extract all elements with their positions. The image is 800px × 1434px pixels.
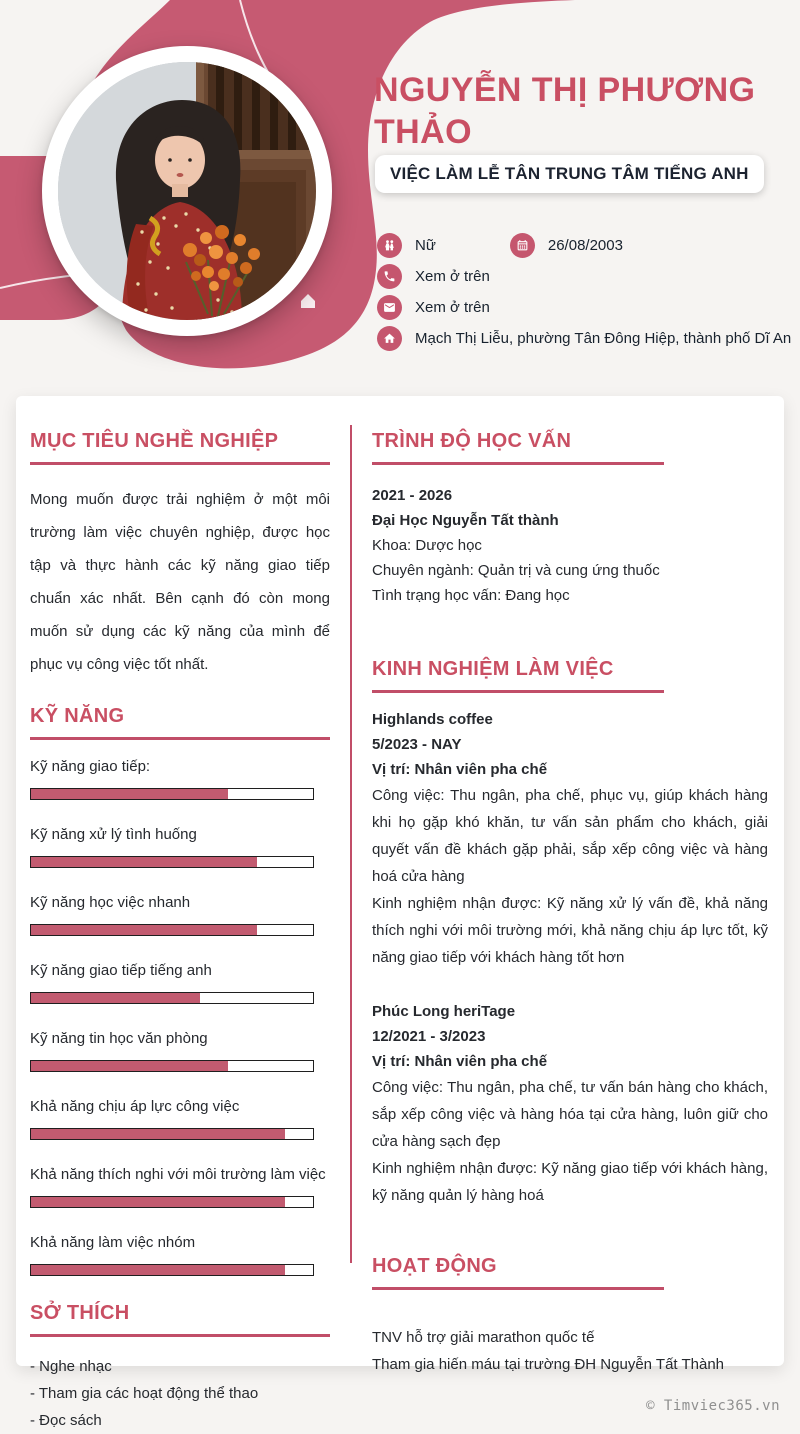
heading-rule xyxy=(372,1287,664,1290)
contact-phone xyxy=(377,264,490,289)
heading-rule xyxy=(30,462,330,465)
skill-label: Kỹ năng xử lý tình huống xyxy=(30,826,197,843)
objective-body: Mong muốn được trải nghiệm ở một môi trường làm việc chuyên nghiệp, được học tập và thực hành các kỹ năng giao tiếp chuẩn xác nhất. Bên cạnh đó còn mong muốn sử dụng các kỹ năng của mình để phục vụ công việc tốt nhất. xyxy=(30,491,330,673)
hobby-item: - Đọc sách xyxy=(30,1412,102,1429)
skill-item xyxy=(30,1166,330,1208)
hobby-item: - Tham gia các hoạt động thể thao xyxy=(30,1385,259,1402)
job-company: Phúc Long heriTage xyxy=(372,1003,516,1020)
skill-bar xyxy=(30,992,314,1004)
skill-bar-fill xyxy=(31,789,228,799)
job-period: 12/2021 - 3/2023 xyxy=(372,1028,486,1045)
skill-label: Kỹ năng giao tiếp tiếng anh xyxy=(30,962,212,979)
skill-bar-fill xyxy=(31,1197,285,1207)
skills-heading: KỸ NĂNG xyxy=(30,705,125,727)
skill-label: Khả năng chịu áp lực công việc xyxy=(30,1098,240,1115)
skill-bar-fill xyxy=(31,925,257,935)
job-entry xyxy=(372,999,768,1209)
skill-bar xyxy=(30,924,314,936)
job-detail: Kinh nghiệm nhận được: Kỹ năng giao tiếp với khách hàng, kỹ năng quản lý hàng hoá xyxy=(372,1160,768,1204)
contact-gender xyxy=(377,233,436,258)
column-divider xyxy=(350,425,352,1263)
section-hobbies xyxy=(30,1302,330,1434)
phone-value: Xem ở trên xyxy=(415,268,490,285)
hobbies-heading: SỞ THÍCH xyxy=(30,1302,130,1324)
section-skills xyxy=(30,705,330,1276)
hobby-item: - Nghe nhạc xyxy=(30,1358,112,1375)
education-line: Tình trạng học vấn: Đang học xyxy=(372,587,570,604)
section-activities xyxy=(372,1255,768,1378)
section-objective xyxy=(30,430,330,681)
skill-bar xyxy=(30,1196,314,1208)
candidate-name: NGUYỄN THỊ PHƯƠNG THẢO xyxy=(374,70,756,151)
activities-heading: HOẠT ĐỘNG xyxy=(372,1255,497,1277)
heading-rule xyxy=(30,737,330,740)
skill-bar xyxy=(30,1128,314,1140)
skill-bar-fill xyxy=(31,1061,228,1071)
skill-item xyxy=(30,1030,330,1072)
skill-bar xyxy=(30,1060,314,1072)
contact-birthday xyxy=(510,233,623,258)
mail-icon xyxy=(377,295,402,320)
skill-label: Kỹ năng tin học văn phòng xyxy=(30,1030,208,1047)
skill-label: Kỹ năng giao tiếp: xyxy=(30,758,151,775)
skill-bar-fill xyxy=(31,1129,285,1139)
section-education xyxy=(372,430,768,608)
couple-icon xyxy=(377,233,402,258)
skill-label: Khả năng thích nghi với môi trường làm việc xyxy=(30,1166,326,1183)
education-line: Khoa: Dược học xyxy=(372,537,482,554)
copyright-watermark: © Timviec365.vn xyxy=(646,1398,780,1414)
job-entry xyxy=(372,707,768,971)
education-heading: TRÌNH ĐỘ HỌC VẤN xyxy=(372,430,572,452)
job-role: Vị trí: Nhân viên pha chế xyxy=(372,1053,548,1070)
skill-item xyxy=(30,962,330,1004)
activity-item: Tham gia hiến máu tại trường ĐH Nguyễn Tất Thành xyxy=(372,1356,725,1373)
skill-bar xyxy=(30,788,314,800)
right-column xyxy=(372,430,768,1373)
skill-bar-fill xyxy=(31,1265,285,1275)
email-value: Xem ở trên xyxy=(415,299,490,316)
skill-item xyxy=(30,1098,330,1140)
skill-item xyxy=(30,1234,330,1276)
address-value: Mạch Thị Liễu, phường Tân Đông Hiệp, thành phố Dĩ An xyxy=(415,330,792,347)
education-line: Chuyên ngành: Quản trị và cung ứng thuốc xyxy=(372,562,660,579)
skill-item xyxy=(30,826,330,868)
heading-rule xyxy=(30,1334,330,1337)
education-period: 2021 - 2026 xyxy=(372,487,453,504)
skill-label: Khả năng làm việc nhóm xyxy=(30,1234,196,1251)
job-period: 5/2023 - NAY xyxy=(372,736,462,753)
education-school: Đại Học Nguyễn Tất thành xyxy=(372,512,559,529)
contact-address xyxy=(377,326,791,351)
activity-item: TNV hỗ trợ giải marathon quốc tế xyxy=(372,1329,595,1346)
skill-bar xyxy=(30,856,314,868)
skill-bar-fill xyxy=(31,993,200,1003)
objective-heading: MỤC TIÊU NGHỀ NGHIỆP xyxy=(30,430,279,452)
birthday-value: 26/08/2003 xyxy=(547,237,623,254)
skill-label: Kỹ năng học việc nhanh xyxy=(30,894,191,911)
left-column xyxy=(30,430,330,1429)
home-icon xyxy=(377,326,402,351)
experience-heading: KINH NGHIỆM LÀM VIỆC xyxy=(372,658,614,680)
skill-item xyxy=(30,758,330,800)
profile-photo xyxy=(42,46,332,336)
profile-photo-illustration xyxy=(58,62,316,320)
job-detail: Công việc: Thu ngân, pha chế, tư vấn bán hàng cho khách, sắp xếp công việc và hàng hóa tại cửa hàng, luôn giữ cho cửa hàng sạch đẹp xyxy=(372,1079,768,1150)
skill-item xyxy=(30,894,330,936)
section-experience xyxy=(372,658,768,1209)
job-company: Highlands coffee xyxy=(372,711,493,728)
job-detail: Công việc: Thu ngân, pha chế, phục vụ, giúp khách hàng khi họ gặp khó khăn, tư vấn sản phẩm cho khách, giải quyết vấn đề khách gặp phải, sắp xếp công việc và hàng hoá cửa hàng xyxy=(372,787,768,885)
heading-rule xyxy=(372,462,664,465)
header-hero xyxy=(0,0,800,400)
contact-email xyxy=(377,295,490,320)
job-role: Vị trí: Nhân viên pha chế xyxy=(372,761,548,778)
job-title-badge: VIỆC LÀM LỄ TÂN TRUNG TÂM TIẾNG ANH xyxy=(375,155,764,193)
contact-info xyxy=(377,233,791,357)
skill-bar-fill xyxy=(31,857,257,867)
gender-value: Nữ xyxy=(415,237,436,254)
calendar-icon xyxy=(510,233,535,258)
heading-rule xyxy=(372,690,664,693)
job-detail: Kinh nghiệm nhận được: Kỹ năng xử lý vấn đề, khả năng thích nghi với môi trường mới, khả năng chịu áp lực tốt, kỹ năng giao tiếp với khách hàng tốt hơn xyxy=(372,895,768,966)
phone-icon xyxy=(377,264,402,289)
skill-bar xyxy=(30,1264,314,1276)
